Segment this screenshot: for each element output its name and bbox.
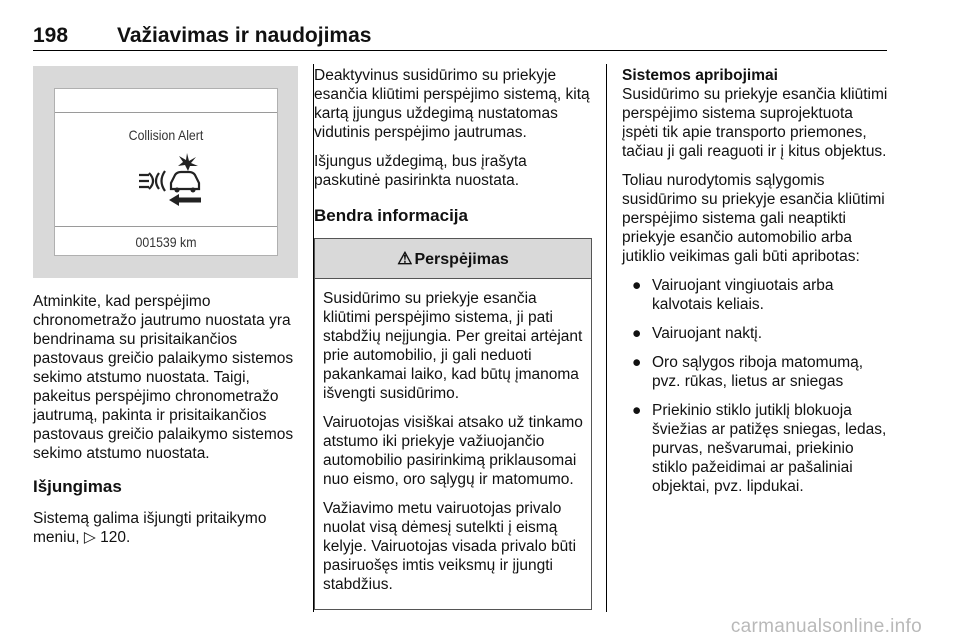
page-header (33, 24, 887, 52)
chapter-title: Važiavimas ir naudojimas (117, 24, 372, 47)
paragraph: Toliau nurodytomis sąlygomis susidūrimo su priekyje esančia kliūtimi perspėjimo sistema gali neaptikti priekyje esančio automobilio arba jutiklio veikimas gali būti apribotas: (622, 172, 885, 265)
bullet-icon: ● (632, 277, 642, 294)
header-rule (33, 50, 887, 51)
column-divider-2 (606, 64, 607, 612)
watermark: carmanualsonline.info (730, 616, 922, 637)
paragraph: Atminkite, kad perspėjimo chronometražo jautrumo nuostata yra bendrinama su prisitaikančios pastovaus greičio palaikymo sistemos sekimo atstumo nuostata. Taigi, pakeitus perspėjimo chronometražo jautrumą, pakinta ir prisitaikančios pastovaus greičio palaikymo sistemos sekimo atstumo nuostata. (33, 293, 294, 462)
list-item: ● Priekinio stiklo jutiklį blokuoja šviežias ar patižęs sniegas, ledas, purvas, nešvarumai, priekinio stiklo pažeidimai ar pašaliniai objektai, pvz. lipdukai. (632, 402, 887, 495)
display-title: Collision Alert (128, 127, 204, 143)
paragraph: Susidūrimo su priekyje esančia kliūtimi perspėjimo sistema, ji pati stabdžių neįjungia. Per greitai artėjant prie automobilio, ji gali neduoti pakankamai laiko, kad būtų įmanoma išvengti susidūrimo. (323, 290, 583, 402)
left-column (33, 292, 301, 557)
paragraph: Važiavimo metu vairuotojas privalo nuolat visą dėmesį sutelkti į eismą kelyje. Vairuotojas visada privalo būti pasiruošęs imtis veiksmų ir įjungti stabdžius. (323, 500, 577, 593)
warning-body (315, 279, 591, 594)
section-heading: Sistemos apribojimai (622, 67, 778, 84)
bullet-icon: ● (632, 402, 642, 419)
paragraph: Susidūrimo su priekyje esančia kliūtimi perspėjimo sistema suprojektuota įspėti tik apie transporto priemones, tačiau ji gali reaguoti ir į kitus objektus. (622, 86, 888, 160)
middle-column (314, 66, 594, 238)
list-item: ● Vairuojant vingiuotais arba kalvotais keliais. (632, 277, 834, 313)
warning-title: Perspėjimas (414, 251, 509, 268)
warning-header (315, 239, 591, 279)
paragraph: Išjungus uždegimą, bus įrašyta paskutinė pasirinkta nuostata. (314, 153, 527, 189)
limitations-list (622, 276, 888, 496)
instrument-display (54, 88, 278, 256)
warning-box (314, 238, 592, 610)
collision-alert-icon (135, 151, 205, 213)
page-reference-icon: ▷ (83, 529, 96, 546)
right-column (622, 66, 888, 506)
page-reference[interactable]: 120. (100, 529, 131, 546)
section-heading: Bendra informacija (314, 206, 468, 225)
bullet-icon: ● (632, 325, 642, 342)
collision-alert-figure (33, 66, 298, 278)
list-item: ● Oro sąlygos riboja matomumą, pvz. rūkas, lietus ar sniegas (632, 354, 864, 390)
page-number: 198 (33, 24, 69, 47)
bullet-icon: ● (632, 354, 642, 371)
list-item: ● Vairuojant naktį. (632, 325, 762, 342)
section-heading: Išjungimas (33, 477, 122, 496)
paragraph: Vairuotojas visiškai atsako už tinkamo atstumo iki priekyje važiuojančio automobilio pasirinkimą priklausomai nuo eismo, oro sąlygų ir matomumo. (323, 414, 583, 488)
paragraph: Sistemą galima išjungti pritaikymo meniu, ▷ 120. (33, 510, 267, 546)
odometer-reading: 001539 km (135, 234, 197, 250)
warning-triangle-icon: ⚠ (397, 249, 413, 268)
paragraph: Deaktyvinus susidūrimo su priekyje esančia kliūtimi perspėjimo sistemą, kitą kartą įjungus uždegimą nustatomas vidutinis perspėjimo jautrumas. (314, 67, 590, 141)
